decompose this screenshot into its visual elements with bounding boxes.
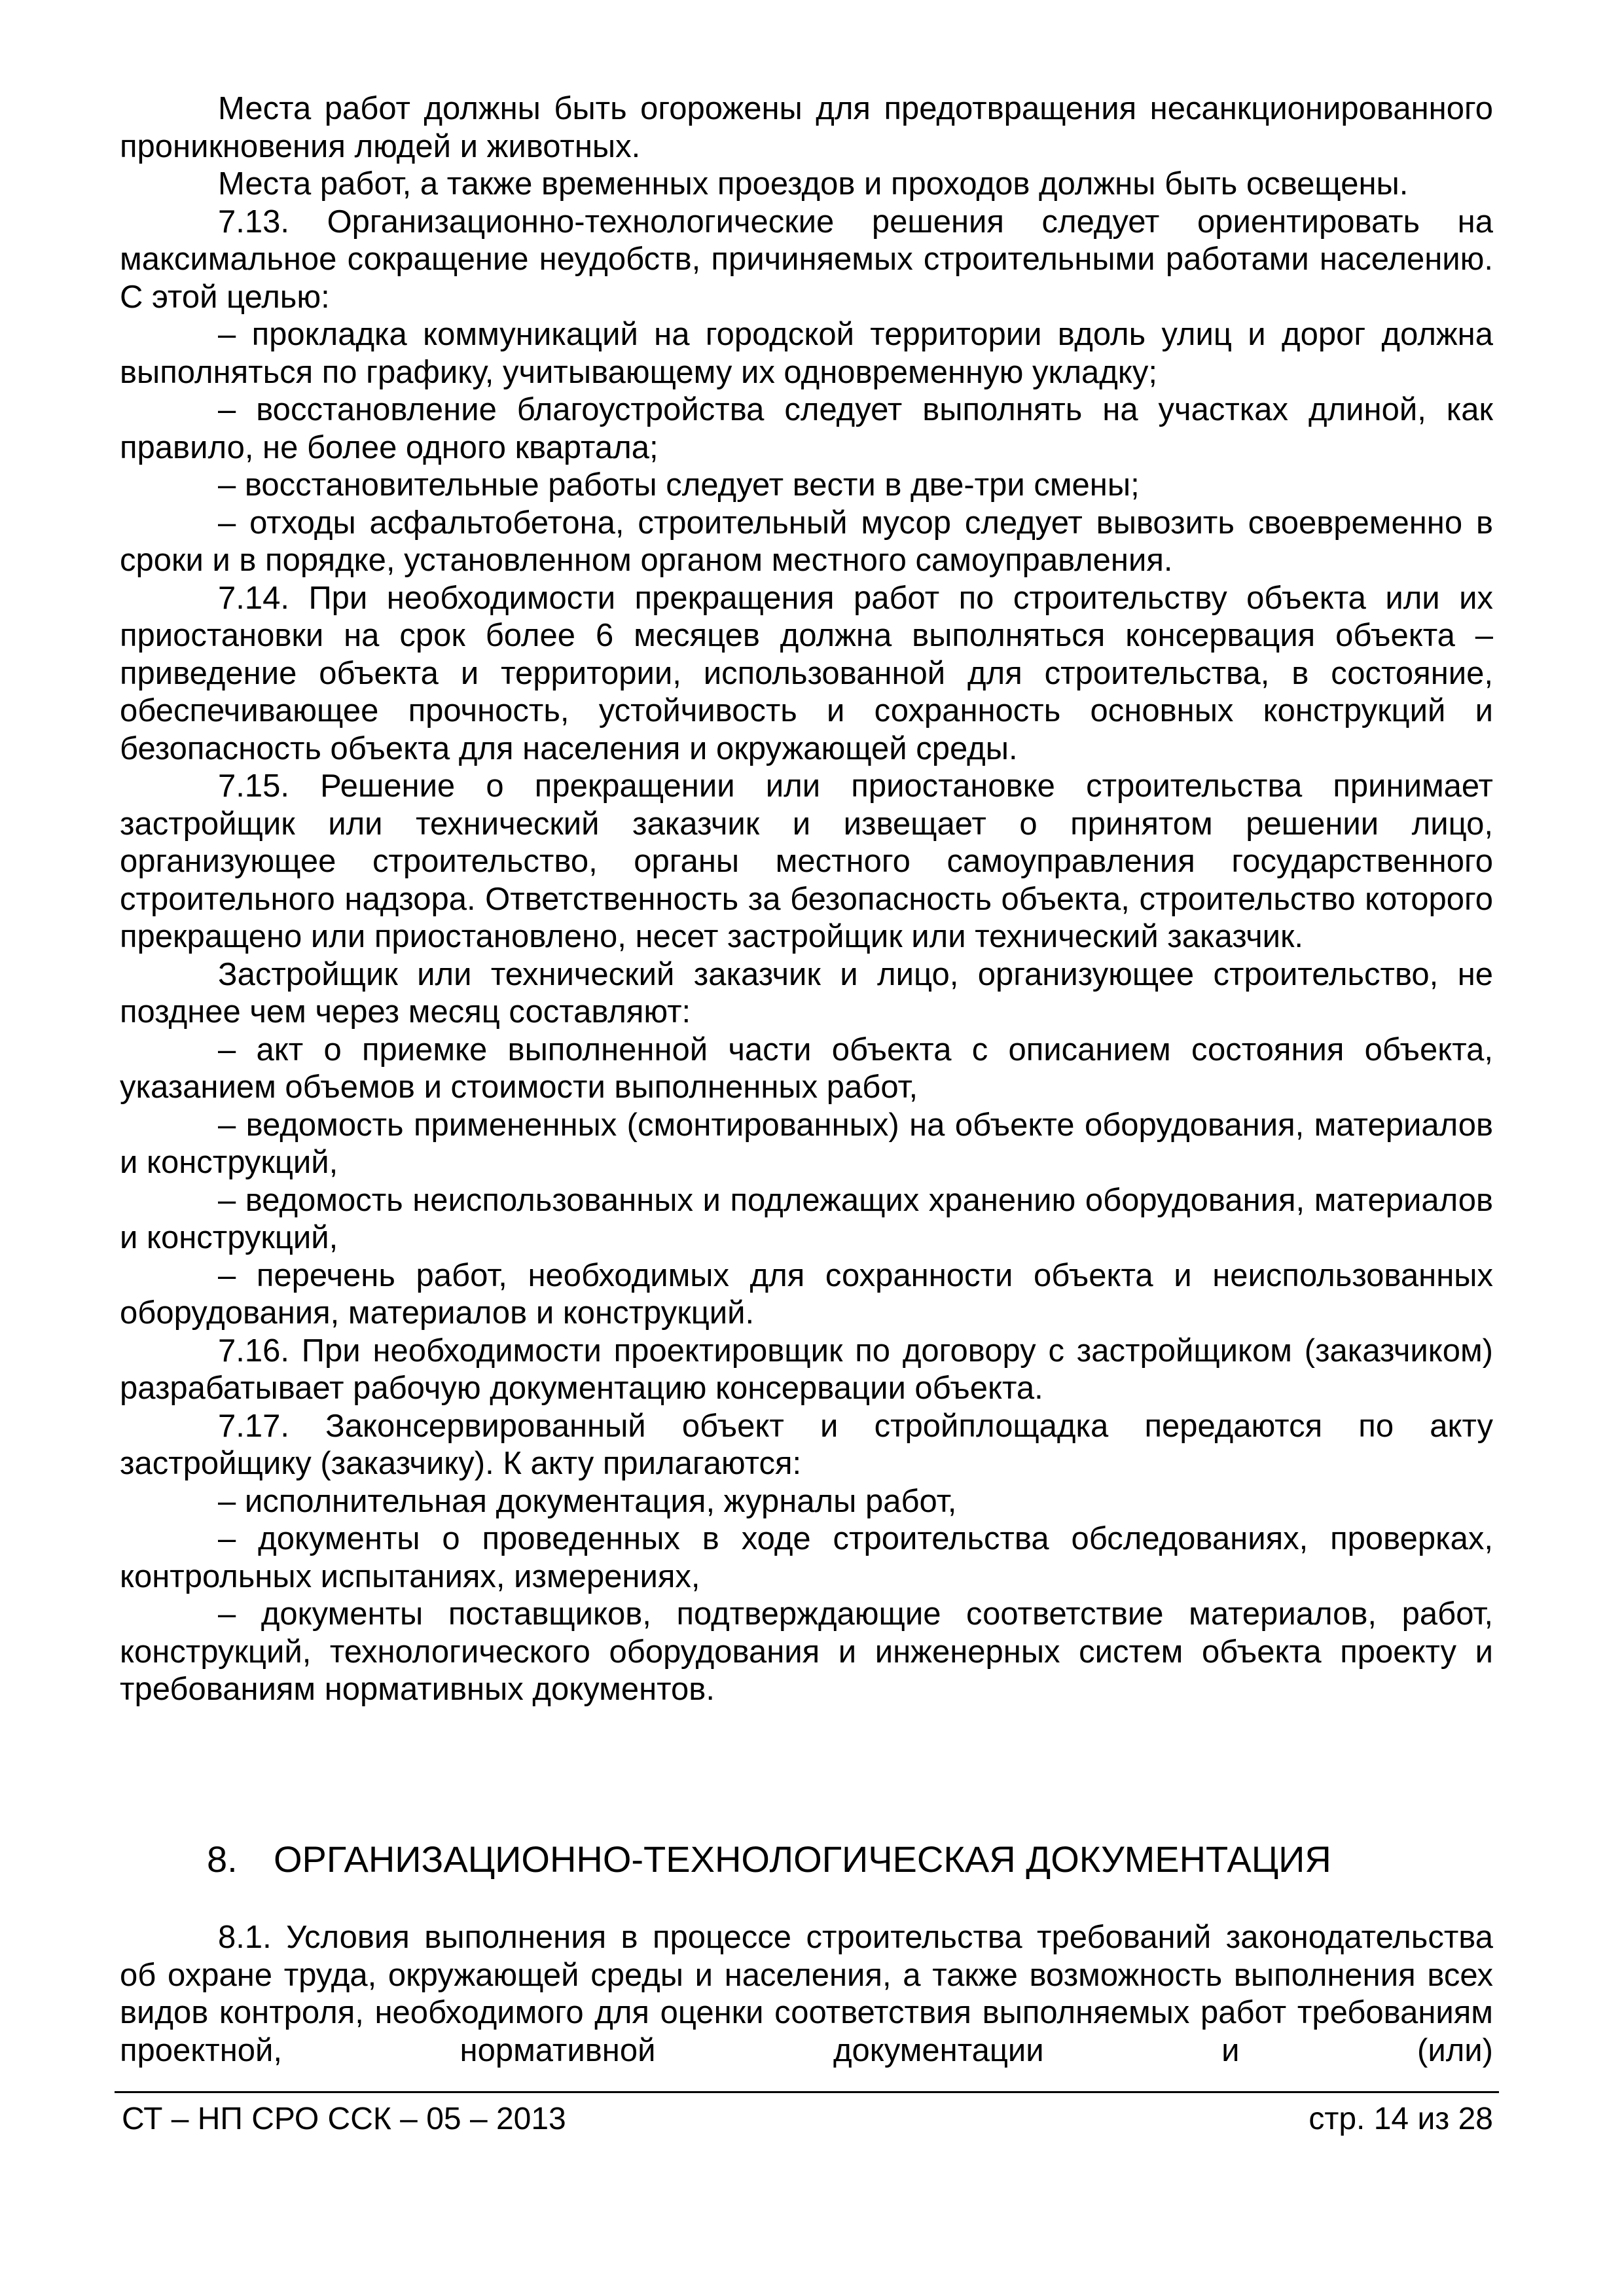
section-number: 8. (207, 1839, 238, 1880)
paragraph: 7.13. Организационно-технологические решения следует ориентировать на максимальное сокращение неудобств, причиняемых строительными работами населению. С этой целью: (120, 204, 1493, 315)
document-code: СТ – НП СРО ССК – 05 – 2013 (122, 2102, 566, 2136)
paragraph: Места работ, а также временных проездов и проходов должны быть освещены. (218, 166, 1409, 202)
section-8-heading (207, 1837, 1493, 1882)
list-item: – документы о проведенных в ходе строительства обследованиях, проверках, контрольных испытаниях, измерениях, (120, 1521, 1493, 1594)
paragraph: 7.17. Законсервированный объект и стройплощадка передаются по акту застройщику (заказчику). К акту прилагаются: (120, 1408, 1493, 1481)
list-item: – ведомость примененных (смонтированных) на объекте оборудования, материалов и конструкций, (120, 1107, 1493, 1180)
list-item: – ведомость неиспользованных и подлежащих хранению оборудования, материалов и конструкций, (120, 1182, 1493, 1255)
paragraph: Места работ должны быть огорожены для предотвращения несанкционированного проникновения людей и животных. (120, 91, 1493, 164)
section-7-body (120, 90, 1493, 1709)
list-item: – отходы асфальтобетона, строительный мусор следует вывозить своевременно в сроки и в порядке, установленном органом местного самоуправления. (120, 505, 1493, 578)
paragraph: 8.1. Условия выполнения в процессе строительства требований законодательства об охране труда, окружающей среды и населения, а также возможность выполнения всех видов контроля, необходимого для оценки соответствия выполняемых работ требованиям проектной, нормативной документации и (или) (120, 1920, 1493, 2068)
section-8-body (120, 1919, 1493, 2070)
paragraph: Застройщик или технический заказчик и лицо, организующее строительство, не позднее чем через месяц составляют: (120, 956, 1493, 1030)
list-item: – восстановительные работы следует вести в две-три смены; (218, 467, 1140, 503)
list-item: – исполнительная документация, журналы работ, (218, 1483, 957, 1519)
list-item: – прокладка коммуникаций на городской территории вдоль улиц и дорог должна выполняться по графику, учитывающему их одновременную укладку; (120, 317, 1493, 390)
section-title: ОРГАНИЗАЦИОННО-ТЕХНОЛОГИЧЕСКАЯ ДОКУМЕНТАЦИЯ (274, 1839, 1331, 1880)
paragraph: 7.16. При необходимости проектировщик по договору с застройщиком (заказчиком) разрабатывает рабочую документацию консервации объекта. (120, 1333, 1493, 1406)
list-item: – перечень работ, необходимых для сохранности объекта и неиспользованных оборудования, материалов и конструкций. (120, 1257, 1493, 1331)
footer-divider (115, 2091, 1499, 2093)
list-item: – восстановление благоустройства следует выполнять на участках длиной, как правило, не более одного квартала; (120, 392, 1493, 465)
list-item: – документы поставщиков, подтверждающие соответствие материалов, работ, конструкций, технологического оборудования и инженерных систем объекта проекту и требованиям нормативных документов. (120, 1596, 1493, 1707)
paragraph: 7.15. Решение о прекращении или приостановке строительства принимает застройщик или технический заказчик и извещает о принятом решении лицо, организующее строительство, органы местного самоуправления государственного строительного надзора. Ответственность за безопасность объекта, строительство которого прекращено или приостановлено, несет застройщик или технический заказчик. (120, 768, 1493, 954)
page-number: стр. 14 из 28 (1308, 2102, 1493, 2136)
paragraph: 7.14. При необходимости прекращения работ по строительству объекта или их приостановки на срок более 6 месяцев должна выполняться консервация объекта – приведение объекта и территории, использованной для строительства, в состояние, обеспечивающее прочность, устойчивость и сохранность основных конструкций и безопасность объекта для населения и окружающей среды. (120, 580, 1493, 766)
list-item: – акт о приемке выполненной части объекта с описанием состояния объекта, указанием объемов и стоимости выполненных работ, (120, 1031, 1493, 1105)
